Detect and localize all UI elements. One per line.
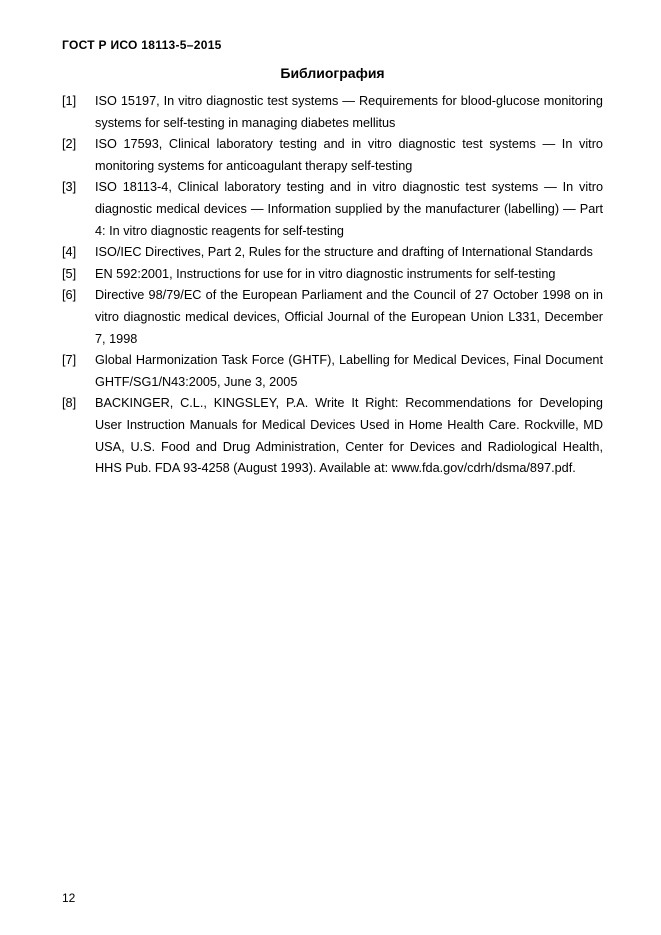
reference-text: ISO 17593, Clinical laboratory testing and in vitro diagnostic test systems — In vitro monitoring systems for anticoagulant therapy self-testing — [95, 137, 603, 173]
reference-label: [7] — [62, 353, 77, 368]
reference-label: [3] — [62, 180, 77, 195]
reference-text: EN 592:2001, Instructions for use for in vitro diagnostic instruments for self-testing — [95, 266, 556, 281]
reference-text: BACKINGER, C.L., KINGSLEY, P.A. Write It Right: Recommendations for Developing User Instruction Manuals for Medical Devices Used in Home Health Care. Rockville, MD USA, U.S. Food and Drug Administration, Center for Devices and Radiological Health, HHS Pub. FDA 93-4258 (August 1993). Available at: www.fda.gov/cdrh/dsma/897.pdf. — [95, 396, 603, 476]
page-number: 12 — [62, 891, 76, 905]
reference-item — [62, 177, 603, 242]
reference-item — [62, 350, 603, 393]
reference-label: [5] — [62, 266, 77, 281]
reference-text: Global Harmonization Task Force (GHTF), Labelling for Medical Devices, Final Document GHTF/SG1/N43:2005, June 3, 2005 — [95, 353, 603, 389]
reference-label: [2] — [62, 137, 77, 152]
reference-item — [62, 242, 603, 264]
reference-item — [62, 393, 603, 479]
reference-item — [62, 91, 603, 134]
reference-text: ISO/IEC Directives, Part 2, Rules for the structure and drafting of International Standards — [95, 245, 593, 260]
reference-label: [8] — [62, 396, 77, 411]
reference-text: Directive 98/79/EC of the European Parliament and the Council of 27 October 1998 on in vitro diagnostic medical devices, Official Journal of the European Union L331, December 7, 1998 — [95, 288, 603, 346]
reference-text: ISO 15197, In vitro diagnostic test systems — Requirements for blood-glucose monitoring systems for self-testing in managing diabetes mellitus — [95, 94, 603, 130]
document-header: ГОСТ Р ИСО 18113-5–2015 — [62, 38, 222, 52]
reference-label: [6] — [62, 288, 77, 303]
reference-label: [4] — [62, 245, 77, 260]
reference-item — [62, 264, 603, 286]
reference-item — [62, 285, 603, 350]
reference-list — [62, 91, 603, 480]
reference-text: ISO 18113-4, Clinical laboratory testing and in vitro diagnostic test systems — In vitro diagnostic medical devices — Information supplied by the manufacturer (labelling) — Part 4: In vitro diagnostic reagents for self-testing — [95, 180, 603, 238]
reference-item — [62, 134, 603, 177]
bibliography-title: Библиография — [280, 65, 385, 81]
reference-label: [1] — [62, 94, 77, 108]
